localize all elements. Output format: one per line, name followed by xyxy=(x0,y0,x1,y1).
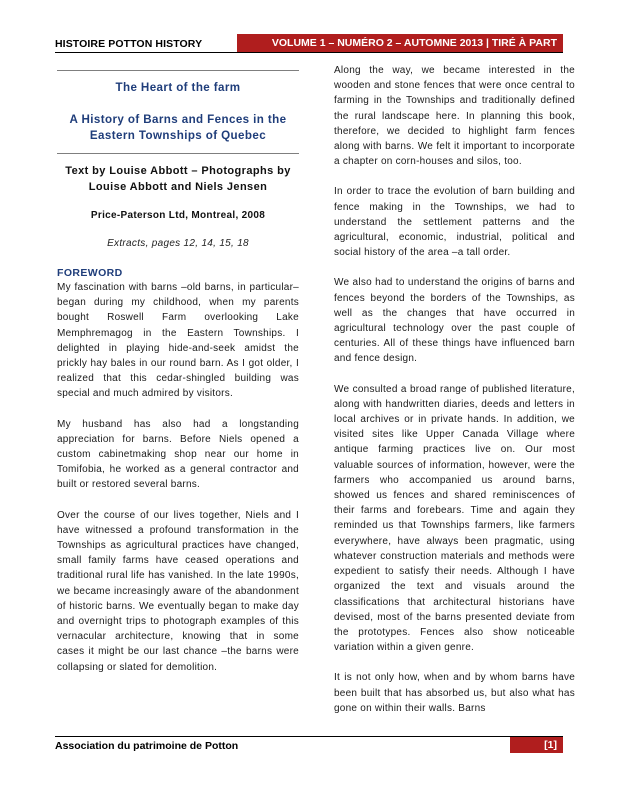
publisher-line: Price-Paterson Ltd, Montreal, 2008 xyxy=(90,210,266,221)
publication-name: HISTOIRE POTTON HISTORY xyxy=(55,38,203,50)
header-divider xyxy=(55,52,563,53)
left-column xyxy=(57,70,299,675)
body-paragraph: It is not only how, when and by whom barns have been built that has absorbed us, but also what has gone on within their walls. Barns xyxy=(334,672,575,714)
page-number: [1] xyxy=(510,737,563,753)
right-column xyxy=(334,63,575,716)
title-bottom-divider xyxy=(57,153,299,154)
body-paragraph: Over the course of our lives together, Niels and I have witnessed a profound transformation in the Townships as agricultural practices have changed, small family farms have ceased operations and traditional rural life has vanished. In the late 1990s, we became increasingly aware of the abandonment of historic barns. We eventually began to make day and overnight trips to photograph examples of this vernacular architecture, knowing that in some cases it might be our last chance –the barns were collapsing or slated for demolition. xyxy=(57,509,299,673)
footer-divider xyxy=(55,736,563,737)
section-title: The Heart of the farm xyxy=(115,81,241,94)
issue-banner: VOLUME 1 – NUMÉRO 2 – AUTOMNE 2013 | TIRÉ À PART xyxy=(237,34,563,52)
body-paragraph: Along the way, we became interested in the wooden and stone fences that were once central to farming in the Townships and traditionally defined the rural landscape here. In planning this book, therefore, we decided to highlight farm fences along with barns. We felt it important to incorporate a chapter on corn-houses and silos, too. xyxy=(334,65,575,168)
body-paragraph: We also had to understand the origins of barns and fences beyond the borders of the Townships, as well as the changes that have occurred in agricultural technology over the past couple of centuries. All of these things have influenced barn and fence design. xyxy=(334,277,575,365)
author-credits: Text by Louise Abbott – Photographs by Louise Abbott and Niels Jensen xyxy=(65,165,291,193)
extracts-line: Extracts, pages 12, 14, 15, 18 xyxy=(107,238,249,249)
title-top-divider xyxy=(57,70,299,71)
foreword-paragraph: My fascination with barns –old barns, in particular– began during my childhood, when my parents bought Roswell Farm overlooking Lake Memphremagog in the Eastern Townships. I delighted in playing hide-and-seek amidst the prickly hay bales in our round barn. As I got older, I realized that this cedar-shingled building was special and much admired by visitors. xyxy=(57,282,299,400)
foreword-heading: FOREWORD xyxy=(57,267,123,279)
footer-organization: Association du patrimoine de Potton xyxy=(55,740,239,752)
body-paragraph: My husband has also had a longstanding appreciation for barns. Before Niels opened a custom cabinetmaking shop near our home in Tomifobia, he worked as a general contractor and built or restored several barns. xyxy=(57,418,299,491)
body-paragraph: We consulted a broad range of published literature, along with handwritten diaries, deeds and letters in local archives or in private hands. In addition, we visited sites like Upper Canada Village where antique farming practices live on. Our most valuable sources of information, however, were the farmers who accompanied us around barns, showed us fences and shared reminiscences of their farms and forebears. Time and again they reminded us that Townships farmers, like farmers everywhere, have always been pragmatic, using whatever construction materials and methods were expedient to satisfy their needs. Although I have organized the text and visuals around the classifications that architectural historians have devised, most of the barns presented deviate from the prototypes. Fences also show noticeable variation within a given genre. xyxy=(334,383,575,654)
book-title: A History of Barns and Fences in the Eastern Townships of Quebec xyxy=(69,113,287,142)
body-paragraph: In order to trace the evolution of barn building and fence making in the Townships, we had to understand the settlement patterns and the agricultural, economic, industrial, political and social history of the area –a tall order. xyxy=(334,186,575,259)
